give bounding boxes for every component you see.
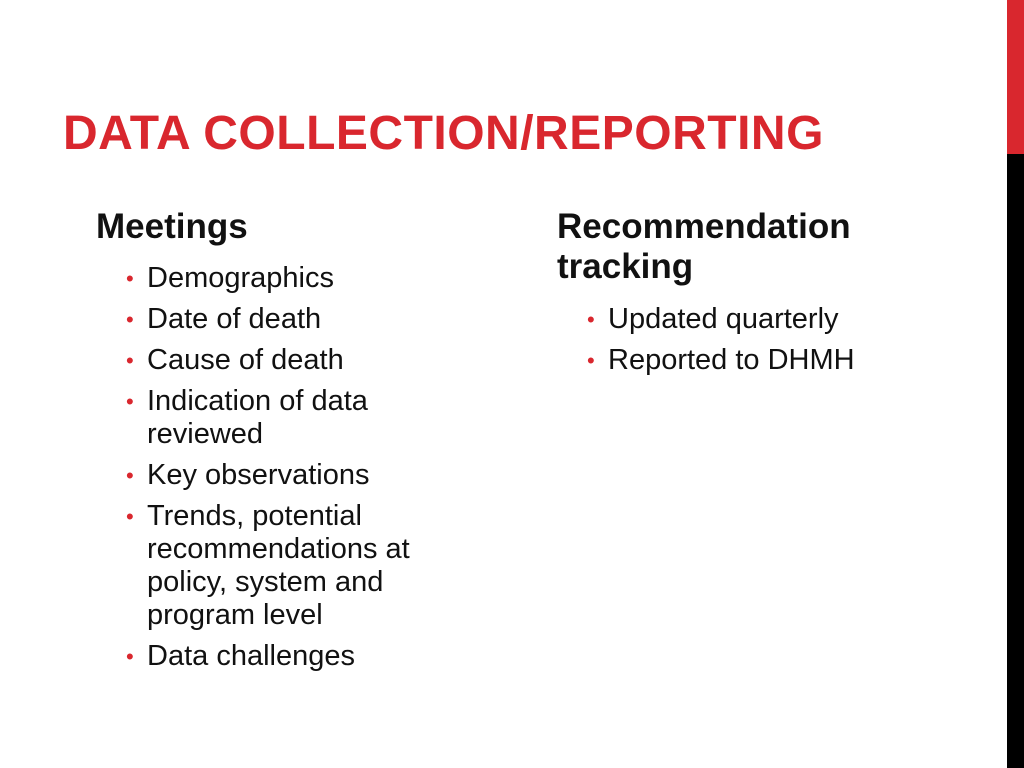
list-item-label: Demographics [147, 262, 334, 294]
recommendation-tracking-list [587, 303, 977, 377]
list-item [126, 303, 476, 336]
bullet-icon: • [126, 307, 134, 332]
meetings-column [96, 207, 476, 681]
list-item-label: Indication of data reviewed [147, 385, 368, 450]
meetings-heading: Meetings [96, 207, 248, 246]
list-item [126, 344, 476, 377]
meetings-list [126, 262, 476, 673]
list-item-label: Date of death [147, 303, 322, 335]
bullet-icon: • [587, 307, 595, 332]
list-item [126, 640, 476, 673]
list-item-label: Reported to DHMH [608, 344, 855, 376]
bullet-icon: • [126, 266, 134, 291]
list-item-label: Updated quarterly [608, 303, 839, 335]
slide-title: DATA COLLECTION/REPORTING [63, 107, 824, 160]
side-accent-bar [1007, 0, 1024, 768]
list-item-label: Trends, potential recommendations at policy, system and program level [147, 500, 410, 631]
bullet-icon: • [126, 644, 134, 669]
list-item [126, 385, 397, 451]
side-bar-red-segment [1007, 0, 1024, 154]
bullet-icon: • [126, 389, 134, 414]
recommendation-tracking-column [557, 207, 977, 385]
bullet-icon: • [587, 348, 595, 373]
recommendation-tracking-heading: Recommendation tracking [557, 207, 851, 286]
list-item [126, 262, 476, 295]
list-item-label: Key observations [147, 459, 370, 491]
list-item [587, 303, 977, 336]
side-bar-black-segment [1007, 154, 1024, 768]
bullet-icon: • [126, 504, 134, 529]
list-item-label: Data challenges [147, 640, 355, 672]
bullet-icon: • [126, 348, 134, 373]
list-item [126, 500, 462, 632]
bullet-icon: • [126, 463, 134, 488]
list-item-label: Cause of death [147, 344, 344, 376]
list-item [587, 344, 977, 377]
list-item [126, 459, 476, 492]
